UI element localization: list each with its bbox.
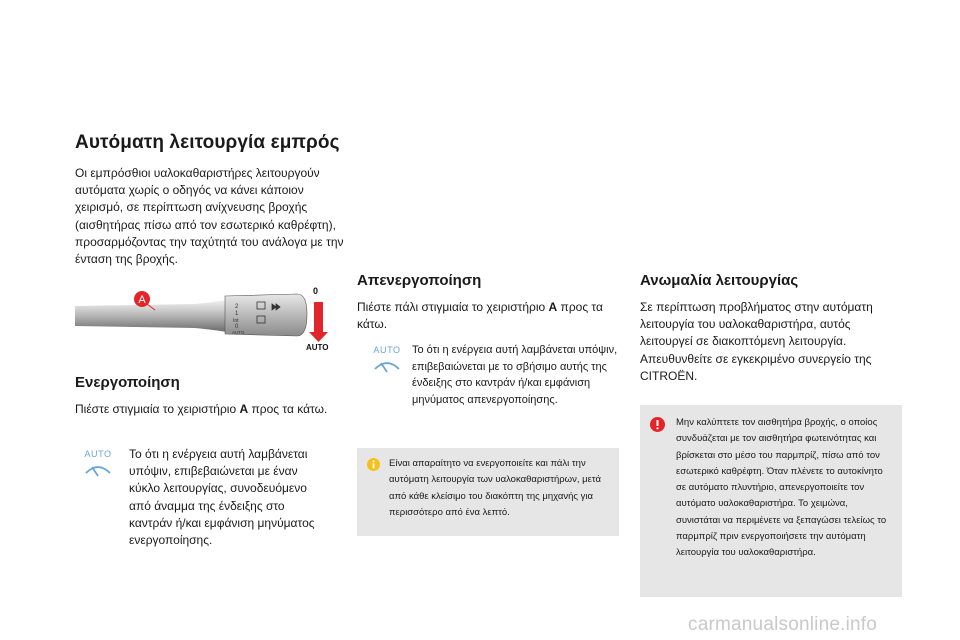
deactivation-note-text: Το ότι η ενέργεια αυτή λαμβάνεται υπόψιν, επιβεβαιώνεται με το σβήσιμο αυτής της ένδειξης στο καντράν ή/και εμφάνιση μηνύματος απενεργοποίησης. <box>412 344 618 406</box>
warning-box-text: Μην καλύπτετε τον αισθητήρα βροχής, ο οποίος συνδυάζεται με τον αισθητήρα φωτεινότητας και βρίσκεται στο μέσο του παρμπρίζ, πίσω από τον εσωτερικό καθρέφτη. Όταν πλένετε το αυτοκίνητο σε αυτόματο πλυντήριο, απενεργοποιείτε τον αυτόματο υαλοκαθαριστήρα. Το χειμώνα, συνιστάται να περιμένετε να ξεπαγώσει τελείως το παρμπρίζ πριν ενεργοποιήσετε την αυτόματη λειτουργία του υαλοκαθαριστήρα. <box>676 417 887 559</box>
deactivation-instruction: Πιέστε πάλι στιγμιαία το χειριστήριο A προς τα κάτω. <box>357 300 603 332</box>
activation-note-text: Το ότι η ενέργεια αυτή λαμβάνεται υπόψιν, επιβεβαιώνεται με έναν κύκλο λειτουργίας, συνοδευόμενο από άναμμα της ένδειξης στο καντράν ή/και εμφάνιση μηνύματος ενεργοποίησης. <box>129 447 315 548</box>
right-column <box>640 272 902 385</box>
auto-wiper-icon: AUTO <box>364 342 410 408</box>
intro-paragraph: Οι εμπρόσθιοι υαλοκαθαριστήρες λειτουργούν αυτόματα χωρίς ο οδηγός να κάνει κάποιον χειρισμό, σε περίπτωση ανίχνευσης βροχής (αισθητήρας πίσω από τον εσωτερικό καθρέφτη), προσαρμόζοντας την ταχύτητά του ανάλογα με την ένταση της βροχής. <box>75 166 344 267</box>
auto-wiper-icon: AUTO <box>75 446 121 549</box>
stalk-mark-2: 2 <box>235 304 239 310</box>
wiper-stalk-illustration <box>75 280 345 352</box>
deactivation-heading: Απενεργοποίηση <box>357 272 482 289</box>
position-0-label: 0 <box>313 286 319 296</box>
info-box-text: Είναι απαραίτητο να ενεργοποιείτε και πάλι την αυτόματη λειτουργία των υαλοκαθαριστήρων, μετά από κάθε κλείσιμο του διακόπτη της μηχανής για περισσότερο από ένα λεπτό. <box>389 458 601 518</box>
control-key-a: A <box>239 402 249 416</box>
page-title: Αυτόματη λειτουργία εμπρός <box>75 132 340 153</box>
info-icon <box>367 456 383 536</box>
malfunction-heading: Ανωμαλία λειτουργίας <box>640 272 799 289</box>
activation-section <box>75 374 345 418</box>
stalk-mark-auto: AUTO <box>232 330 245 335</box>
warning-box <box>640 405 902 597</box>
stalk-mark-1: 1 <box>235 311 239 317</box>
info-box <box>357 448 619 536</box>
stalk-mark-int: Int <box>233 318 239 324</box>
position-auto-label: AUTO <box>306 343 329 352</box>
stalk-mark-0: 0 <box>235 324 239 330</box>
activation-heading: Ενεργοποίηση <box>75 374 180 391</box>
stalk-body <box>75 300 227 332</box>
middle-column <box>357 272 619 333</box>
activation-instruction: Πιέστε στιγμιαία το χειριστήριο A προς τα κάτω. <box>75 402 328 416</box>
callout-a-label: A <box>138 294 146 306</box>
left-column <box>75 132 345 268</box>
malfunction-text: Σε περίπτωση προβλήματος στην αυτόματη λειτουργία του υαλοκαθαριστήρα, αυτός λειτουργεί σε διακοπτόμενη λειτουργία. Απευθυνθείτε σε εγκεκριμένο συνεργείο της CITROËN. <box>640 300 873 383</box>
control-key-a: A <box>548 300 558 314</box>
deactivation-note <box>364 342 626 408</box>
activation-note <box>75 446 345 549</box>
watermark: carmanualsonline.info <box>688 614 878 635</box>
warning-icon <box>650 415 670 597</box>
push-down-arrow <box>309 302 328 342</box>
